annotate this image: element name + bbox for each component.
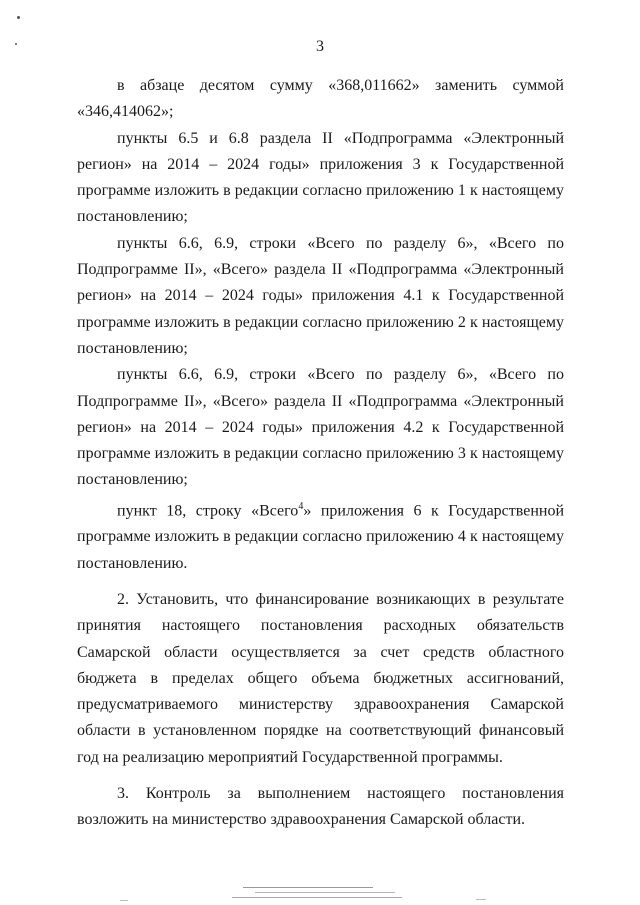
paragraph-control: 3. Контроль за выполнением настоящего постановления возложить на министерство здравоохранения Самарской области. — [77, 785, 564, 829]
paragraph-appendix-6 — [77, 494, 564, 577]
document-body — [77, 73, 564, 834]
paragraph-appendix-4-1: пункты 6.6, 6.9, строки «Всего по разделу 6», «Всего по Подпрограмме II», «Всего» раздела II «Подпрограмма «Электронный регион» на 2014 – 2024 годы» приложения 4.1 к Государственной программе изложить в редакции согласно приложению 2 к настоящему постановлению; — [77, 234, 564, 357]
scan-noise-line — [255, 892, 395, 893]
paragraph-appendix-6-start: пункт 18, строку «Всего — [117, 502, 299, 520]
scan-dot-mark — [17, 16, 20, 19]
scan-noise-line — [120, 900, 128, 901]
footnote-superscript: 4 — [298, 500, 304, 512]
paragraph-appendix-4-2: пункты 6.6, 6.9, строки «Всего по разделу 6», «Всего по Подпрограмме II», «Всего» раздела II «Подпрограмма «Электронный регион» на 2014 – 2024 годы» приложения 4.2 к Государственной программе изложить в редакции согласно приложению 3 к настоящему постановлению; — [77, 366, 564, 489]
paragraph-appendix-3: пункты 6.5 и 6.8 раздела II «Подпрограмма «Электронный регион» на 2014 – 2024 годы» приложения 3 к Государственной программе изложить в редакции согласно приложению 1 к настоящему постановлению; — [77, 129, 564, 226]
paragraph-appendix-6-end: » приложения 6 к Государственной программе изложить в редакции согласно приложению 4 к настоящему постановлению. — [77, 502, 565, 572]
paragraph-amount-change: в абзаце десятом сумму «368,011662» заменить суммой «346,414062»; — [77, 77, 564, 121]
paragraph-financing: 2. Установить, что финансирование возникающих в результате принятия настоящего постановления расходных обязательств Самарской области осуществляется за счет средств областного бюджета в пределах общего объема бюджетных ассигнований, предусматриваемого министерству здравоохранения Самарской области в установленном порядке на соответствующий финансовый год на реализацию мероприятий Государственной программы. — [77, 590, 564, 766]
page-number: 3 — [316, 38, 324, 55]
scan-noise-line — [243, 887, 373, 888]
scan-noise-line — [476, 899, 486, 900]
scan-noise-line — [232, 897, 402, 898]
